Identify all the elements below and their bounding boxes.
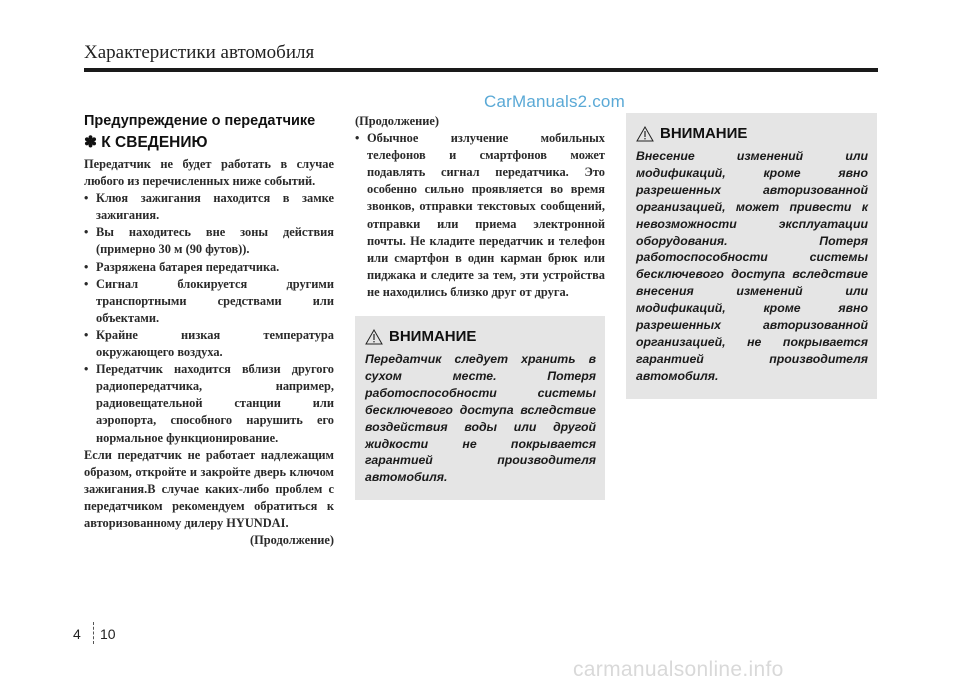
column-middle [355, 113, 605, 500]
bullet-icon: • [355, 131, 360, 146]
header-rule [84, 68, 878, 72]
column-left [84, 113, 334, 549]
warning-box [626, 113, 877, 399]
warning-title: ВНИМАНИЕ [660, 125, 748, 142]
watermark-bottom: carmanualsonline.info [573, 658, 784, 681]
bullet-icon: • [84, 327, 89, 342]
bullet-icon: • [84, 276, 89, 291]
warning-text: Передатчик следует хранить в сухом месте. Потеря работоспособности системы бесключевого доступа вследствие воздействия воды или другой жидкости не покрывается гарантией производителя автомобиля. [365, 352, 596, 485]
bullet-icon: • [84, 225, 89, 240]
warning-triangle-icon [636, 126, 654, 142]
continued-label: (Продолжение) [250, 533, 334, 548]
footer-divider [93, 622, 95, 644]
warning-text: Внесение изменений или модификаций, кроме явно разрешенных авторизованной организацией, может привести к невозможности эксплуатации оборудования. Потеря работоспособности системы бесключевого доступа вследствие внесения изменений или модификаций, кроме явно разрешенных авторизованной организацией, не покрывается гарантией производителя автомобиля. [636, 149, 868, 383]
list-item: • Разряжена батарея передатчика. [84, 259, 334, 276]
section-title: Предупреждение о передатчике [84, 113, 316, 129]
warning-title: ВНИМАНИЕ [389, 328, 477, 346]
list-item: • Обычное излучение мобильных телефонов и смартфонов может подавлять сигнал передатчика. Это особенно сильно проявляется во время звонков, отправки текстовых сообщений, отправки или приема электронной почты. Не кладите передатчик и телефон или смартфон в один карман брюк или пиджака и следите за тем, эти устройства не находились близко друг от друга. [355, 131, 605, 299]
warning-triangle-icon [365, 329, 383, 345]
page-header-title: Характеристики автомобиля [84, 42, 315, 63]
list-item: • Крайне низкая температура окружающего воздуха. [84, 327, 334, 360]
continued-label: (Продолжение) [355, 114, 439, 128]
watermark-top: CarManuals2.com [484, 92, 625, 111]
warning-box [355, 316, 605, 500]
list-item: • Передатчик находится вблизи другого радиопередатчика, например, радиовещательной станции или аэропорта, способного нарушить его нормальное функционирование. [84, 362, 334, 445]
bullet-icon: • [84, 362, 89, 377]
column-right [626, 113, 877, 399]
list-item: • Клюя зажигания находится в замке зажигания. [84, 191, 334, 223]
warning-header [365, 328, 596, 345]
condition-list [84, 190, 334, 446]
outro-text: Если передатчик не работает надлежащим образом, откройте и закройте дверь ключом зажигания.В случае каких-либо проблем с передатчиком рекомендуем обратиться к авторизованному дилеру HYUNDAI. [84, 447, 334, 530]
caution-title: ✽ К СВЕДЕНИЮ [84, 134, 208, 151]
intro-text: Передатчик не будет работать в случае любого из перечисленных ниже событий. [84, 157, 334, 189]
bullet-icon: • [84, 191, 89, 206]
warning-header [636, 125, 868, 142]
list-item: • Вы находитесь вне зоны действия (примерно 30 м (90 футов)). [84, 225, 334, 257]
phone-list [355, 130, 605, 301]
page-number: 10 [100, 626, 116, 642]
list-item: • Сигнал блокируется другими транспортными средствами или объектами. [84, 276, 334, 325]
bullet-icon: • [84, 259, 89, 274]
chapter-number: 4 [73, 626, 81, 642]
